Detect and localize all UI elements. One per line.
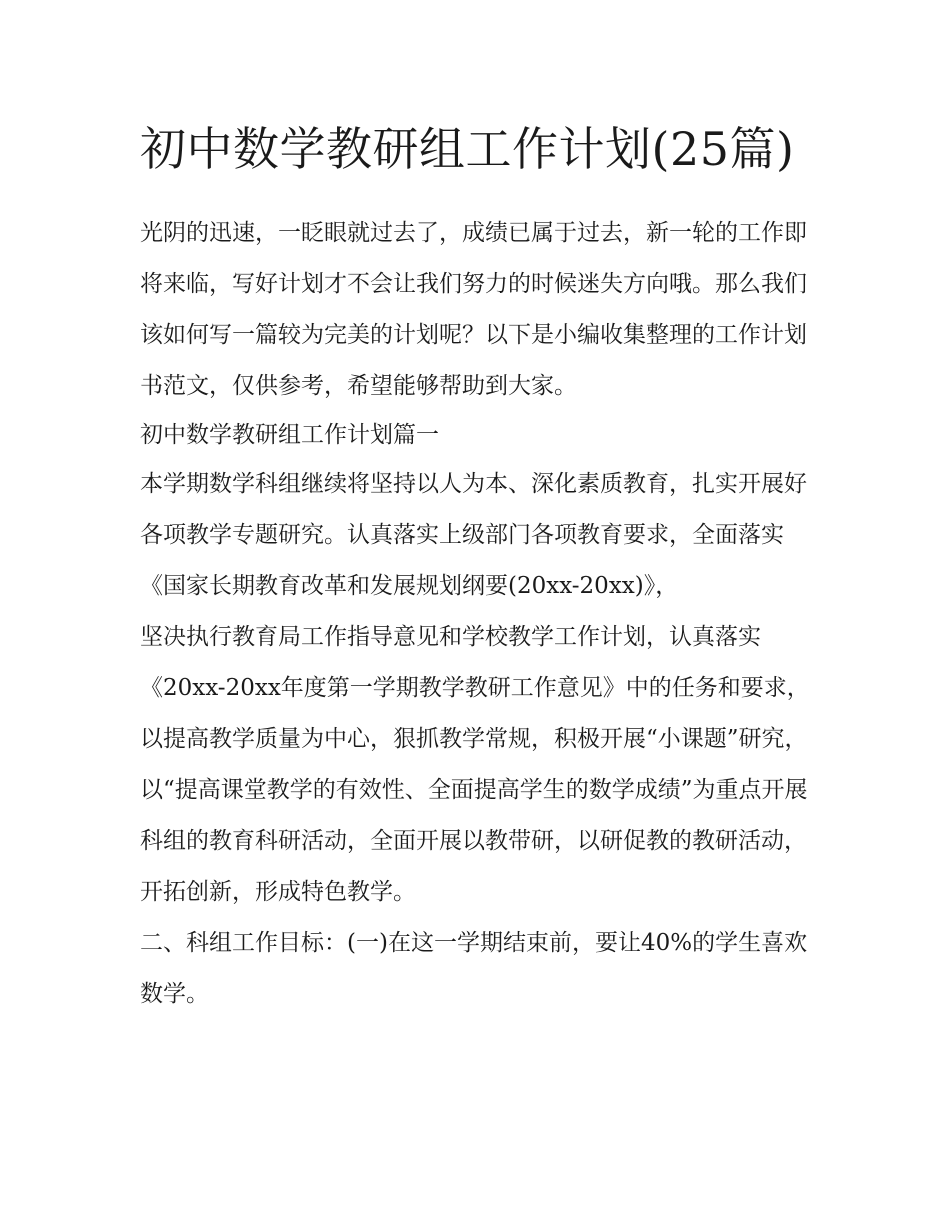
body-paragraph: 本学期数学科组继续将坚持以人为本、深化素质教育，扎实开展好各项教学专题研究。认真落实上级部门各项教育要求，全面落实《国家长期教育改革和发展规划纲要(20xx-20xx)》， — [140, 471, 807, 599]
section-heading: 初中数学教研组工作计划篇一 — [140, 422, 439, 448]
intro-paragraph: 光阴的迅速，一眨眼就过去了，成绩已属于过去，新一轮的工作即将来临，写好计划才不会让我们努力的时候迷失方向哦。那么我们该如何写一篇较为完美的计划呢？以下是小编收集整理的工作计划书范文，仅供参考，希望能够帮助到大家。 — [140, 220, 807, 399]
body-paragraph: 二、科组工作目标：(一)在这一学期结束前，要让40%的学生喜欢数学。 — [140, 930, 808, 1007]
document-page — [140, 112, 820, 1020]
body-paragraph: 坚决执行教育局工作指导意见和学校教学工作计划，认真落实《20xx-20xx年度第一学期教学教研工作意见》中的任务和要求，以提高教学质量为中心，狠抓教学常规，积极开展“小课题”研究，以“提高课堂教学的有效性、全面提高学生的数学成绩”为重点开展科组的教育科研活动，全面开展以教带研，以研促教的教研活动，开拓创新，形成特色教学。 — [140, 624, 810, 905]
document-title: 初中数学教研组工作计划(25篇) — [140, 122, 795, 176]
